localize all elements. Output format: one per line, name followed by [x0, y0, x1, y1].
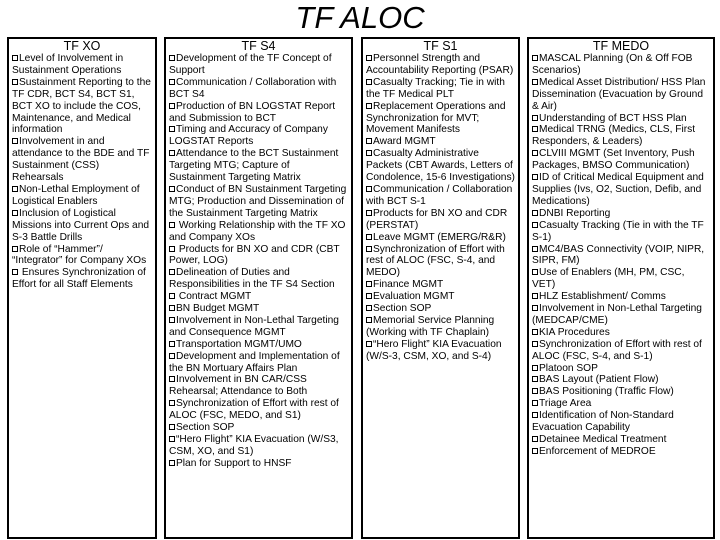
- list-item: [12, 267, 152, 291]
- checkbox-bullet-icon: [532, 400, 538, 406]
- checkbox-bullet-icon: [12, 210, 18, 216]
- list-item-text: Development and Implementation of the BN Mortuary Affairs Plan: [169, 350, 340, 374]
- checkbox-bullet-icon: [366, 186, 372, 192]
- checkbox-bullet-icon: [12, 79, 18, 85]
- checkbox-bullet-icon: [532, 269, 538, 275]
- task-list: [169, 53, 348, 470]
- checkbox-bullet-icon: [169, 79, 175, 85]
- list-item: [12, 53, 152, 77]
- list-item: [532, 434, 710, 446]
- checkbox-bullet-icon: [169, 269, 175, 275]
- checkbox-bullet-icon: [532, 79, 538, 85]
- checkbox-bullet-icon: [366, 55, 372, 61]
- task-list: [366, 53, 515, 363]
- list-item-text: Sustainment Reporting to the TF CDR, BCT S4, BCT S1, BCT XO to include the COS, Maintenance, and Medical information: [12, 76, 151, 136]
- checkbox-bullet-icon: [12, 186, 18, 192]
- list-item-text: Evaluation MGMT: [373, 291, 455, 303]
- checkbox-bullet-icon: [12, 138, 18, 144]
- checkbox-bullet-icon: [169, 293, 175, 299]
- list-item-text: Plan for Support to HNSF: [176, 457, 292, 469]
- list-item: [532, 303, 710, 327]
- checkbox-bullet-icon: [169, 424, 175, 430]
- checkbox-bullet-icon: [169, 150, 175, 156]
- list-item: [12, 184, 152, 208]
- checkbox-bullet-icon: [12, 246, 18, 252]
- list-item: [169, 315, 348, 339]
- tf-xo-column: [7, 37, 157, 539]
- list-item-text: Award MGMT: [373, 136, 436, 148]
- list-item-text: DNBI Reporting: [539, 207, 611, 219]
- list-item: [366, 339, 515, 363]
- checkbox-bullet-icon: [532, 210, 538, 216]
- list-item-text: Inclusion of Logistical Missions into Current Ops and S-3 Battle Drills: [12, 207, 150, 243]
- list-item-text: Products for BN XO and CDR (CBT Power, LOG): [169, 243, 340, 267]
- list-item-text: MC4/BAS Connectivity (VOIP, NIPR, SIPR, FM): [532, 243, 705, 267]
- list-item-text: Section SOP: [373, 303, 432, 315]
- list-item: [366, 136, 515, 148]
- list-item: [366, 77, 515, 101]
- list-item-text: Communication / Collaboration with BCT S-1: [366, 183, 513, 207]
- list-item: [12, 244, 152, 268]
- checkbox-bullet-icon: [169, 376, 175, 382]
- list-item: [532, 398, 710, 410]
- checkbox-bullet-icon: [169, 103, 175, 109]
- checkbox-bullet-icon: [532, 329, 538, 335]
- list-item-text: HLZ Establishment/ Comms: [539, 291, 666, 303]
- list-item-text: Level of Involvement in Sustainment Operations: [12, 53, 124, 76]
- list-item-text: Role of “Hammer”/ “Integrator” for Company XOs: [12, 243, 147, 267]
- list-item-text: Finance MGMT: [373, 279, 444, 291]
- list-item: [532, 220, 710, 244]
- checkbox-bullet-icon: [532, 388, 538, 394]
- list-item: [532, 172, 710, 208]
- list-item-text: Understanding of BCT HSS Plan: [539, 112, 687, 124]
- list-item: [366, 232, 515, 244]
- list-item-text: Medical Asset Distribution/ HSS Plan Dissemination (Evacuation by Ground & Air): [532, 76, 706, 112]
- list-item-text: BN Budget MGMT: [176, 303, 260, 315]
- checkbox-bullet-icon: [532, 412, 538, 418]
- checkbox-bullet-icon: [366, 210, 372, 216]
- list-item-text: Development of the TF Concept of Support: [169, 53, 332, 76]
- checkbox-bullet-icon: [532, 436, 538, 442]
- checkbox-bullet-icon: [169, 341, 175, 347]
- list-item: [169, 374, 348, 398]
- list-item-text: Involvement in Non-Lethal Targeting and Consequence MGMT: [169, 314, 339, 338]
- checkbox-bullet-icon: [532, 115, 538, 121]
- list-item: [366, 101, 515, 137]
- list-item-text: Contract MGMT: [176, 291, 252, 303]
- list-item: [169, 53, 348, 77]
- list-item-text: Non-Lethal Employment of Logistical Enablers: [12, 183, 140, 207]
- list-item: [532, 363, 710, 375]
- checkbox-bullet-icon: [12, 269, 18, 275]
- list-item-text: Detainee Medical Treatment: [539, 434, 667, 445]
- checkbox-bullet-icon: [366, 293, 372, 299]
- list-item-text: Involvement in BN CAR/CSS Rehearsal; Attendance to Both: [169, 374, 308, 398]
- column-heading: TF MEDO: [592, 39, 650, 53]
- list-item-text: “Hero Flight” KIA Evacuation (W/S-3, CSM, XO, and S-4): [366, 338, 502, 362]
- checkbox-bullet-icon: [169, 246, 175, 252]
- list-item-text: Casualty Administrative Packets (CBT Awards, Letters of Condolence, 15-6 Investigations): [366, 148, 515, 184]
- list-item: [366, 208, 515, 232]
- tf-medo-column: [527, 37, 715, 539]
- checkbox-bullet-icon: [532, 293, 538, 299]
- list-item: [532, 339, 710, 363]
- list-item: [366, 148, 515, 184]
- list-item-text: Products for BN XO and CDR (PERSTAT): [366, 207, 508, 231]
- list-item: [366, 53, 515, 77]
- list-item-text: Enforcement of MEDROE: [539, 445, 656, 457]
- list-item-text: Transportation MGMT/UMO: [176, 338, 302, 350]
- tf-s1-column: [361, 37, 520, 539]
- list-item: [532, 327, 710, 339]
- list-item-text: Synchronization of Effort with rest of ALOC (FSC, S-4, and S-1): [532, 338, 702, 362]
- list-item-text: Synchronization of Effort with rest of ALOC (FSC, S-4, and MEDO): [366, 243, 505, 279]
- checkbox-bullet-icon: [366, 138, 372, 144]
- list-item-text: Timing and Accuracy of Company LOGSTAT Reports: [169, 124, 328, 148]
- checkbox-bullet-icon: [169, 317, 175, 323]
- list-item: [366, 291, 515, 303]
- column-heading: TF S4: [241, 39, 276, 53]
- list-item: [169, 77, 348, 101]
- list-item-text: Section SOP: [176, 422, 235, 434]
- checkbox-bullet-icon: [169, 222, 175, 228]
- list-item: [532, 208, 710, 220]
- list-item: [169, 244, 348, 268]
- list-item-text: Memorial Service Planning (Working with TF Chaplain): [366, 314, 495, 338]
- checkbox-bullet-icon: [532, 150, 538, 156]
- checkbox-bullet-icon: [532, 246, 538, 252]
- list-item: [169, 101, 348, 125]
- list-item: [169, 220, 348, 244]
- column-heading: TF XO: [63, 39, 101, 53]
- list-item-text: Replacement Operations and Synchronization for MVT; Movement Manifests: [366, 100, 506, 136]
- checkbox-bullet-icon: [366, 341, 372, 347]
- list-item-text: Attendance to the BCT Sustainment Targeting MTG; Capture of Sustainment Targeting Matrix: [169, 148, 339, 184]
- checkbox-bullet-icon: [169, 353, 175, 359]
- checkbox-bullet-icon: [366, 79, 372, 85]
- list-item: [169, 124, 348, 148]
- list-item-text: MASCAL Planning (On & Off FOB Scenarios): [532, 53, 693, 76]
- list-item: [169, 303, 348, 315]
- checkbox-bullet-icon: [532, 305, 538, 311]
- list-item: [169, 339, 348, 351]
- list-item: [169, 351, 348, 375]
- checkbox-bullet-icon: [366, 317, 372, 323]
- list-item-text: Synchronization of Effort with rest of ALOC (FSC, MEDO, and S1): [169, 398, 339, 422]
- task-list: [532, 53, 710, 458]
- list-item-text: Production of BN LOGSTAT Report and Submission to BCT: [169, 100, 336, 124]
- checkbox-bullet-icon: [532, 126, 538, 132]
- list-item-text: KIA Procedures: [539, 326, 610, 338]
- column-heading: TF S1: [423, 39, 458, 53]
- list-item-text: Conduct of BN Sustainment Targeting MTG; Production and Dissemination of the Sustainment Targeting Matrix: [169, 183, 347, 219]
- list-item-text: Casualty Tracking; Tie in with the TF Medical PLT: [366, 76, 505, 100]
- list-item-text: Use of Enablers (MH, PM, CSC, VET): [532, 267, 685, 291]
- list-item: [532, 386, 710, 398]
- list-item: [532, 410, 710, 434]
- checkbox-bullet-icon: [169, 55, 175, 61]
- list-item: [532, 113, 710, 125]
- checkbox-bullet-icon: [532, 448, 538, 454]
- list-item-text: Involvement in Non-Lethal Targeting (MEDCAP/CME): [532, 303, 702, 326]
- checkbox-bullet-icon: [532, 55, 538, 61]
- list-item-text: “Hero Flight” KIA Evacuation (W/S3, CSM, XO, and S1): [169, 434, 339, 457]
- list-item: [12, 77, 152, 137]
- checkbox-bullet-icon: [532, 376, 538, 382]
- checkbox-bullet-icon: [532, 341, 538, 347]
- list-item-text: Ensures Synchronization of Effort for all Staff Elements: [12, 267, 146, 291]
- list-item-text: Leave MGMT (EMERG/R&R): [373, 231, 506, 243]
- list-item-text: Casualty Tracking (Tie in with the TF S-1): [532, 219, 704, 243]
- list-item: [169, 434, 348, 458]
- list-item: [532, 124, 710, 148]
- checkbox-bullet-icon: [169, 436, 175, 442]
- list-item-text: ID of Critical Medical Equipment and Supplies (Ivs, O2, Suction, Defib, and Medications): [532, 172, 704, 207]
- list-item: [532, 148, 710, 172]
- list-item: [169, 422, 348, 434]
- list-item-text: Triage Area: [539, 398, 592, 410]
- list-item-text: BAS Layout (Patient Flow): [539, 374, 659, 386]
- checkbox-bullet-icon: [366, 103, 372, 109]
- tf-s4-column: [164, 37, 353, 539]
- list-item: [532, 77, 710, 113]
- checkbox-bullet-icon: [169, 460, 175, 466]
- list-item-text: Working Relationship with the TF XO and Company XOs: [169, 219, 346, 243]
- checkbox-bullet-icon: [169, 126, 175, 132]
- list-item: [169, 458, 348, 470]
- checkbox-bullet-icon: [532, 365, 538, 371]
- checkbox-bullet-icon: [532, 222, 538, 228]
- checkbox-bullet-icon: [532, 174, 538, 180]
- checkbox-bullet-icon: [12, 55, 18, 61]
- list-item: [366, 279, 515, 291]
- checkbox-bullet-icon: [366, 234, 372, 240]
- list-item-text: Personnel Strength and Accountability Reporting (PSAR): [366, 53, 514, 76]
- list-item: [366, 184, 515, 208]
- list-item: [12, 136, 152, 184]
- checkbox-bullet-icon: [366, 281, 372, 287]
- list-item: [366, 315, 515, 339]
- list-item: [12, 208, 152, 244]
- list-item: [169, 398, 348, 422]
- list-item: [169, 291, 348, 303]
- list-item: [169, 184, 348, 220]
- checkbox-bullet-icon: [366, 305, 372, 311]
- checkbox-bullet-icon: [366, 150, 372, 156]
- list-item-text: Involvement in and attendance to the BDE and TF Sustainment (CSS) Rehearsals: [12, 136, 150, 184]
- list-item-text: Identification of Non-Standard Evacuation Capability: [532, 410, 674, 434]
- list-item-text: BAS Positioning (Traffic Flow): [539, 386, 674, 398]
- list-item-text: Platoon SOP: [539, 362, 598, 374]
- checkbox-bullet-icon: [169, 186, 175, 192]
- list-item-text: Medical TRNG (Medics, CLS, First Responders, & Leaders): [532, 124, 696, 148]
- list-item: [532, 446, 710, 458]
- task-list: [12, 53, 152, 291]
- checkbox-bullet-icon: [366, 246, 372, 252]
- list-item: [169, 148, 348, 184]
- checkbox-bullet-icon: [169, 400, 175, 406]
- list-item: [532, 291, 710, 303]
- list-item-text: Communication / Collaboration with BCT S4: [169, 76, 337, 100]
- list-item-text: CLVIII MGMT (Set Inventory, Push Packages, BMSO Communication): [532, 148, 695, 172]
- list-item: [366, 244, 515, 280]
- list-item: [532, 267, 710, 291]
- list-item: [532, 244, 710, 268]
- page-title: TF ALOC: [295, 0, 425, 35]
- list-item: [532, 53, 710, 77]
- list-item-text: Delineation of Duties and Responsibilities in the TF S4 Section: [169, 267, 335, 291]
- list-item: [366, 303, 515, 315]
- checkbox-bullet-icon: [169, 305, 175, 311]
- list-item: [169, 267, 348, 291]
- list-item: [532, 374, 710, 386]
